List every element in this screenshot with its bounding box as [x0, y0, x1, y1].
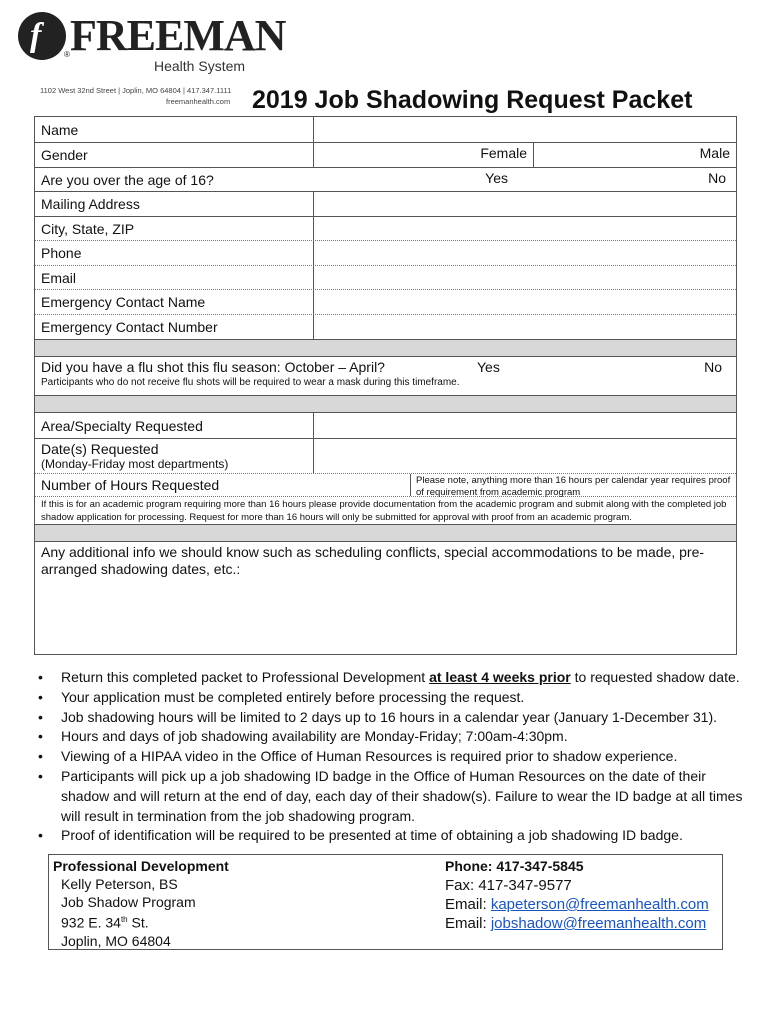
flu-note: Participants who do not receive flu shots will be required to wear a mask during this timeframe. — [41, 377, 460, 388]
hours-label[interactable]: Number of Hours Requested — [35, 474, 411, 496]
gender-female-option[interactable]: Female — [314, 143, 534, 167]
list-item: • Proof of identification will be required to be presented at time of obtaining a job shadowing ID badge. — [38, 826, 758, 846]
area-field[interactable] — [314, 413, 736, 438]
flu-no-option[interactable]: No — [704, 359, 722, 375]
emergency-number-label: Emergency Contact Number — [35, 315, 314, 339]
mailing-row — [35, 192, 736, 217]
gender-row — [35, 143, 736, 168]
emergency-number-field[interactable] — [314, 315, 736, 339]
hours-row — [35, 474, 736, 497]
area-label: Area/Specialty Requested — [35, 413, 314, 438]
age-label: Are you over the age of 16? — [41, 171, 214, 188]
city-field[interactable] — [314, 217, 736, 240]
registered-mark: ® — [64, 50, 70, 59]
dates-field[interactable] — [314, 439, 736, 473]
name-label: Name — [35, 117, 314, 142]
age-no-option[interactable]: No — [708, 170, 726, 186]
flu-label: Did you have a flu shot this flu season: October – April? — [41, 359, 385, 375]
emergency-name-field[interactable] — [314, 290, 736, 314]
name-row — [35, 117, 736, 143]
age-yes-option[interactable]: Yes — [485, 170, 508, 186]
emergency-name-row — [35, 290, 736, 315]
additional-info-field[interactable]: Any additional info we should know such as scheduling conflicts, special accommodations to be made, pre-arranged shadowing dates, etc.: — [41, 544, 705, 577]
list-item: • Job shadowing hours will be limited to 2 days up to 16 hours in a calendar year (January 1-December 31). — [38, 708, 758, 728]
section-divider — [35, 396, 736, 413]
dates-row — [35, 439, 736, 474]
emergency-number-row — [35, 315, 736, 340]
contact-phone: Phone: 417-347-5845 — [445, 858, 584, 874]
academic-note: If this is for an academic program requiring more than 16 hours please provide documentation from the academic program and submit along with the completed job shadow application for processing. Request for more than 16 hours will only be submitted for approval with proof from an academic program. — [35, 497, 736, 525]
email-label: Email — [35, 266, 314, 289]
hours-note: Please note, anything more than 16 hours per calendar year requires proof of requirement from academic program — [416, 475, 731, 498]
phone-row — [35, 241, 736, 266]
logo-subtitle: Health System — [154, 58, 246, 74]
phone-field[interactable] — [314, 241, 736, 265]
section-divider — [35, 340, 736, 357]
dates-note: (Monday-Friday most departments) — [41, 457, 229, 471]
email-row — [35, 266, 736, 290]
contact-box: Professional Development Kelly Peterson, BS Job Shadow Program 932 E. 34th St. Joplin, MO 64804 Phone: 417-347-5845 Fax: 417-347-9577 Email: kapeterson@freemanhealth.com Email: jobshadow@freemanhealth.com — [48, 854, 723, 950]
contact-person: Kelly Peterson, BS — [61, 876, 178, 892]
website-line: freemanhealth.com — [166, 97, 231, 106]
list-item: • Viewing of a HIPAA video in the Office of Human Resources is required prior to shadow experience. — [38, 747, 758, 767]
freeman-f-icon: f — [18, 12, 66, 60]
city-row — [35, 217, 736, 241]
contact-city: Joplin, MO 64804 — [61, 932, 171, 949]
request-form — [34, 116, 737, 655]
city-label: City, State, ZIP — [35, 217, 314, 240]
list-item: • Return this completed packet to Professional Development at least 4 weeks prior to requested shadow date. — [38, 668, 758, 688]
phone-label: Phone — [35, 241, 314, 265]
gender-male-option[interactable]: Male — [699, 145, 730, 161]
address-line: 1102 West 32nd Street | Joplin, MO 64804 | 417.347.1111 — [40, 86, 232, 95]
section-divider — [35, 525, 736, 542]
area-row — [35, 413, 736, 439]
instructions-list — [38, 668, 758, 846]
mailing-label: Mailing Address — [35, 192, 314, 216]
email-field[interactable] — [314, 266, 736, 289]
gender-label: Gender — [35, 143, 314, 167]
flu-yes-option[interactable]: Yes — [477, 359, 500, 375]
page-title: 2019 Job Shadowing Request Packet — [252, 86, 693, 114]
list-item: • Hours and days of job shadowing availability are Monday-Friday; 7:00am-4:30pm. — [38, 727, 758, 747]
age-row — [35, 168, 736, 192]
contact-street: 932 E. 34th St. — [61, 914, 149, 931]
freeman-logo — [18, 11, 286, 76]
list-item: • Participants will pick up a job shadowing ID badge in the Office of Human Resources on the date of their shadow and will return at the end of day, each day of their shadow(s). Failure to wear the ID badge at all times will result in termination from the job shadowing program. — [38, 767, 758, 826]
logo-name: FREEMAN — [70, 11, 286, 60]
contact-dept: Professional Development — [53, 858, 229, 874]
name-field[interactable] — [314, 117, 736, 142]
mailing-field[interactable] — [314, 192, 736, 216]
email-link-kapeterson[interactable]: kapeterson@freemanhealth.com — [490, 896, 709, 913]
contact-program: Job Shadow Program — [61, 894, 196, 910]
emergency-name-label: Emergency Contact Name — [35, 290, 314, 314]
flu-row — [35, 357, 736, 396]
email-link-jobshadow[interactable]: jobshadow@freemanhealth.com — [490, 915, 707, 932]
dates-label: Date(s) Requested — [41, 441, 159, 457]
contact-fax: Fax: 417-347-9577 — [445, 877, 572, 894]
list-item: • Your application must be completed entirely before processing the request. — [38, 688, 758, 708]
